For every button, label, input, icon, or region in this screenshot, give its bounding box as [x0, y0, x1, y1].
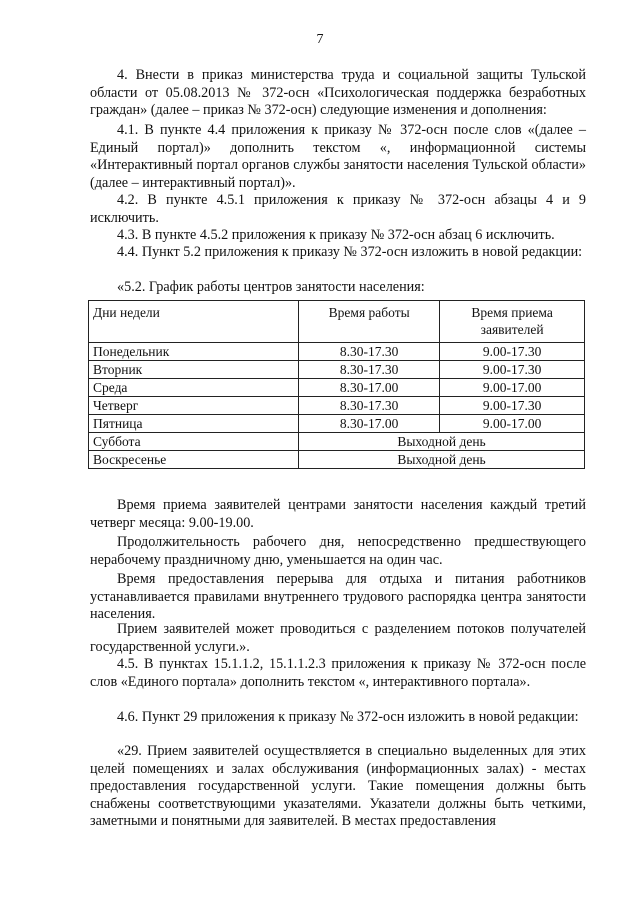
- day-cell: Четверг: [89, 397, 299, 415]
- paragraph-4-6: 4.6. Пункт 29 приложения к приказу № 372-осн изложить в новой редакции:: [117, 709, 579, 725]
- page-number: 7: [316, 32, 324, 47]
- paragraph-4-3: 4.3. В пункте 4.5.2 приложения к приказу № 372-осн абзац 6 исключить.: [117, 227, 555, 243]
- work-time-cell: 8.30-17.00: [299, 379, 440, 397]
- paragraph-break-time: Время предоставления перерыва для отдыха и питания работников устанавливается правилами внутреннего трудового распорядка центра занятости населения.: [90, 571, 586, 622]
- header-reception-time: Время приема заявителей: [440, 301, 585, 343]
- work-time-cell: 8.30-17.30: [299, 361, 440, 379]
- work-time-cell: 8.30-17.00: [299, 415, 440, 433]
- schedule-table: [88, 300, 585, 469]
- header-work-time: Время работы: [299, 301, 440, 343]
- reception-time-cell: 9.00-17.30: [440, 343, 585, 361]
- table-row: [89, 343, 585, 361]
- reception-time-cell: 9.00-17.00: [440, 415, 585, 433]
- table-row: [89, 451, 585, 469]
- paragraph-5-2-heading: «5.2. График работы центров занятости населения:: [117, 279, 425, 295]
- table-row: [89, 361, 585, 379]
- table-row: [89, 379, 585, 397]
- paragraph-4-5: 4.5. В пунктах 15.1.1.2, 15.1.1.2.3 приложения к приказу № 372-осн после слов «Единого портала» дополнить текстом «, интерактивного портала».: [90, 656, 586, 690]
- paragraph-4-4: 4.4. Пункт 5.2 приложения к приказу № 372-осн изложить в новой редакции:: [117, 244, 583, 260]
- table-row: [89, 397, 585, 415]
- day-off-cell: Выходной день: [299, 433, 585, 451]
- day-cell: Среда: [89, 379, 299, 397]
- table-row: [89, 433, 585, 451]
- paragraph-4-2: 4.2. В пункте 4.5.1 приложения к приказу № 372-осн абзацы 4 и 9 исключить.: [90, 192, 586, 226]
- work-time-cell: 8.30-17.30: [299, 343, 440, 361]
- reception-time-cell: 9.00-17.30: [440, 397, 585, 415]
- day-off-cell: Выходной день: [299, 451, 585, 469]
- paragraph-pre-holiday: Продолжительность рабочего дня, непосредственно предшествующего нерабочему праздничному дню, уменьшается на один час.: [90, 534, 586, 568]
- reception-time-cell: 9.00-17.30: [440, 361, 585, 379]
- day-cell: Вторник: [89, 361, 299, 379]
- day-cell: Суббота: [89, 433, 299, 451]
- paragraph-third-thursday: Время приема заявителей центрами занятости населения каждый третий четверг месяца: 9.00-19.00.: [90, 497, 586, 531]
- table-header-row: [89, 301, 585, 343]
- day-cell: Понедельник: [89, 343, 299, 361]
- table-row: [89, 415, 585, 433]
- header-days: Дни недели: [89, 301, 299, 343]
- paragraph-4: 4. Внести в приказ министерства труда и социальной защиты Тульской области от 05.08.2013 № 372-осн «Психологическая поддержка безработных граждан» (далее – приказ № 372-осн) следующие изменения и дополнения:: [90, 67, 586, 118]
- work-time-cell: 8.30-17.30: [299, 397, 440, 415]
- reception-time-cell: 9.00-17.00: [440, 379, 585, 397]
- paragraph-4-1: 4.1. В пункте 4.4 приложения к приказу № 372-осн после слов «(далее – Единый портал)» дополнить текстом «, информационной системы «Интерактивный портал органов службы занятости населения Тульской области» (далее – интерактивный портал)».: [90, 122, 586, 191]
- day-cell: Пятница: [89, 415, 299, 433]
- paragraph-29: «29. Прием заявителей осуществляется в специально выделенных для этих целей помещениях и залах обслуживания (информационных залах) - местах предоставления государственной услуги. Такие помещения должны быть снабжены соответствующими указателями. Указатели должны быть четкими, заметными и понятными для заявителей. В местах предоставления: [90, 743, 586, 829]
- day-cell: Воскресенье: [89, 451, 299, 469]
- paragraph-applicant-streams: Прием заявителей может проводиться с разделением потоков получателей государственной услуги.».: [90, 621, 586, 655]
